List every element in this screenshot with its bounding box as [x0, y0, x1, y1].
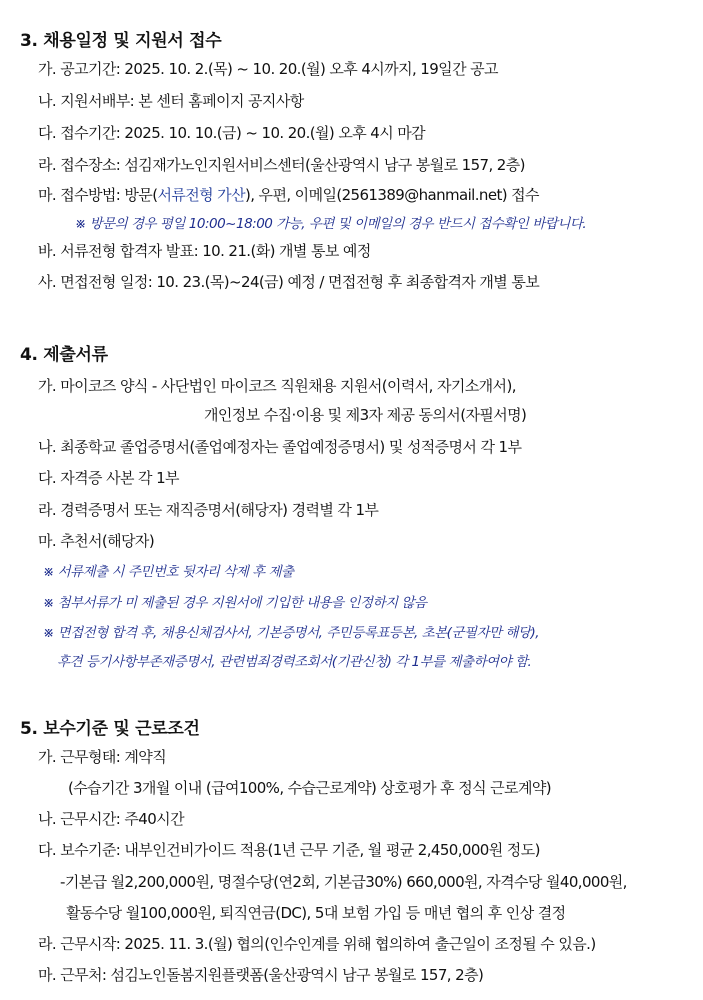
section-4-title: 4. 제출서류	[20, 345, 108, 365]
work-hours-line: 나. 근무시간: 주40시간	[38, 810, 184, 828]
recruit-period-line: 가. 공고기간: 2025. 10. 2.(목) ~ 10. 20.(월) 오후 4시까지, 19일간 공고	[38, 60, 498, 78]
probation-line: (수습기간 3개월 이내 (급여100%, 수습근로계약) 상호평가 후 정식 근로계약)	[68, 779, 551, 797]
doc-item-a-cont: 개인정보 수집·이용 및 제3자 제공 동의서(자필서명)	[204, 406, 527, 424]
document-result-line: 바. 서류전형 합격자 발표: 10. 21.(화) 개별 통보 예정	[38, 242, 371, 260]
application-method-line	[38, 185, 539, 205]
section-3-title: 3. 채용일정 및 지원서 접수	[20, 31, 222, 51]
section-5-title: 5. 보수기준 및 근로조건	[20, 719, 200, 739]
doc-item-b: 나. 최종학교 졸업증명서(졸업예정자는 졸업예정증명서) 및 성적증명서 각 1부	[38, 438, 522, 456]
application-period-line: 다. 접수기간: 2025. 10. 10.(금) ~ 10. 20.(월) 오후 4시 마감	[38, 124, 426, 142]
method-prefix: 마. 접수방법: 방문(	[38, 186, 158, 204]
application-place-line: 라. 접수장소: 섬김재가노인지원서비스센터(울산광역시 남구 봉월로 157, 2층)	[38, 156, 525, 174]
doc-note-2: ※ 첨부서류가 미 제출된 경우 지원서에 기입한 내용을 인정하지 않음	[43, 595, 427, 611]
doc-item-d: 라. 경력증명서 또는 재직증명서(해당자) 경력별 각 1부	[38, 501, 379, 519]
doc-item-a: 가. 마이코즈 양식 - 사단법인 마이코즈 직원채용 지원서(이력서, 자기소개서),	[38, 377, 516, 395]
work-type-line: 가. 근무형태: 계약직	[38, 748, 167, 766]
start-date-line: 라. 근무시작: 2025. 11. 3.(월) 협의(인수인계를 위해 협의하여 출근일이 조정될 수 있음.)	[38, 935, 596, 953]
pay-detail-line: -기본급 월2,200,000원, 명절수당(연2회, 기본급30%) 660,000원, 자격수당 월40,000원,	[60, 873, 627, 891]
method-highlight: 서류전형 가산	[157, 186, 245, 204]
doc-note-3-cont: 후견 등기사항부존재증명서, 관련범죄경력조회서(기관신청) 각 1부를 제출하여야 함.	[57, 654, 532, 670]
doc-item-c: 다. 자격증 사본 각 1부	[38, 469, 179, 487]
form-distribution-line: 나. 지원서배부: 본 센터 홈페이지 공지사항	[38, 92, 304, 110]
doc-note-1: ※ 서류제출 시 주민번호 뒷자리 삭제 후 제출	[43, 564, 294, 580]
application-note: ※ 방문의 경우 평일 10:00~18:00 가능, 우편 및 이메일의 경우 반드시 접수확인 바랍니다.	[75, 216, 587, 232]
workplace-line: 마. 근무처: 섬김노인돌봄지원플랫폼(울산광역시 남구 봉월로 157, 2층)	[38, 966, 484, 984]
doc-note-3: ※ 면접전형 합격 후, 채용신체검사서, 기본증명서, 주민등록표등본, 초본(군필자만 해당),	[43, 625, 540, 641]
doc-item-e: 마. 추천서(해당자)	[38, 532, 155, 550]
pay-standard-line: 다. 보수기준: 내부인건비가이드 적용(1년 근무 기준, 월 평균 2,450,000원 정도)	[38, 841, 540, 859]
interview-schedule-line: 사. 면접전형 일정: 10. 23.(목)~24(금) 예정 / 면접전형 후 최종합격자 개별 통보	[38, 273, 540, 291]
method-suffix: ), 우편, 이메일(2561389@hanmail.net) 접수	[244, 186, 539, 204]
pay-detail-cont: 활동수당 월100,000원, 퇴직연금(DC), 5대 보험 가입 등 매년 협의 후 인상 결정	[66, 904, 566, 922]
